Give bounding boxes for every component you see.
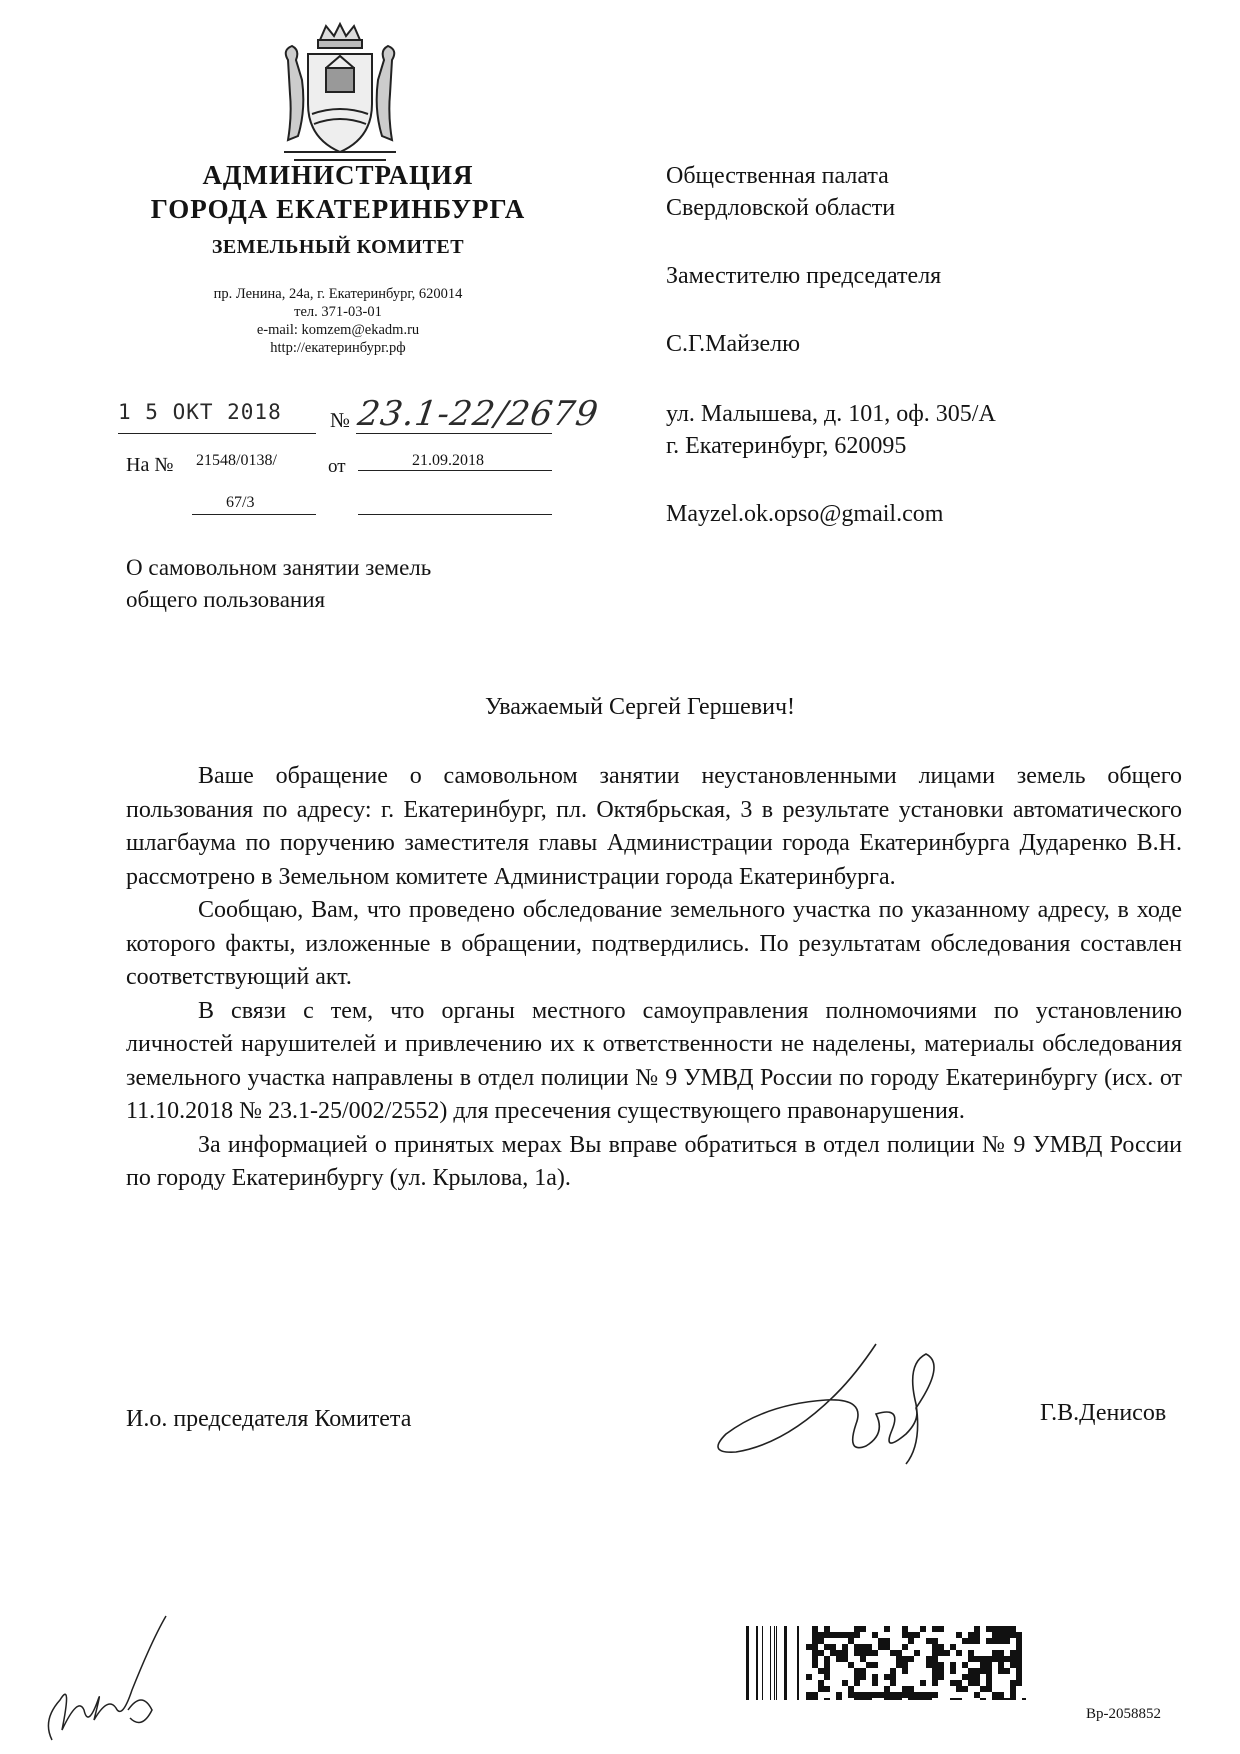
recipient-position: Заместителю председателя xyxy=(666,263,942,289)
body-paragraph: За информацией о принятых мерах Вы вправе обратиться в отдел полиции № 9 УМВД России по городу Екатеринбургу (ул. Крылова, 1а). xyxy=(126,1131,1182,1191)
subject-line: О самовольном занятии земель xyxy=(126,555,432,580)
handwritten-signature xyxy=(706,1334,976,1476)
recipient-email: Mayzel.ok.opso@gmail.com xyxy=(666,501,944,527)
barcode-label: Вр-2058852 xyxy=(1086,1706,1161,1722)
org-website: http://екатеринбург.рф xyxy=(270,340,406,356)
recipient-org-line2: Свердловской области xyxy=(666,195,896,221)
subject-line: общего пользования xyxy=(126,587,326,612)
reference-from-label: от xyxy=(328,456,346,477)
reference-date: 21.09.2018 xyxy=(412,452,484,469)
recipient-org-line1: Общественная палата xyxy=(666,163,889,189)
org-email: e-mail: komzem@ekadm.ru xyxy=(256,322,420,338)
recipient-address-line2: г. Екатеринбург, 620095 xyxy=(666,433,907,459)
handwritten-initials xyxy=(32,1600,182,1750)
signer-name: Г.В.Денисов xyxy=(1040,1400,1167,1426)
coat-of-arms-icon xyxy=(274,20,406,168)
org-phone: тел. 371-03-01 xyxy=(294,304,382,320)
reference-label: На № xyxy=(126,454,174,476)
signer-title: И.о. председателя Комитета xyxy=(126,1406,412,1432)
org-name-line2: ГОРОДА ЕКАТЕРИНБУРГА xyxy=(150,194,526,224)
letter-subject xyxy=(126,552,546,616)
org-address: пр. Ленина, 24а, г. Екатеринбург, 620014 xyxy=(213,286,463,302)
body-paragraph: В связи с тем, что органы местного самоуправления полномочиями по установлению личностей нарушителей и привлечению их к ответственности не наделены, материалы обследования земельного участка направлены в отдел полиции № 9 УМВД России по городу Екатеринбургу (исх. от 11.10.2018 № 23.1-25/002/2552) для пресечения существующего правонарушения. xyxy=(126,997,1182,1124)
letter-body xyxy=(126,760,1182,1196)
number-sign: № xyxy=(330,408,351,432)
org-name-line1: АДМИНИСТРАЦИЯ xyxy=(202,160,474,190)
reference-number-cont: 67/3 xyxy=(226,494,255,511)
recipient-address-line1: ул. Малышева, д. 101, оф. 305/А xyxy=(666,401,996,427)
date-underline xyxy=(118,433,316,434)
registration-number: 23.1-22/2679 xyxy=(355,394,602,434)
number-underline xyxy=(356,433,552,434)
document-barcode xyxy=(746,1626,1026,1700)
reference-date-underline xyxy=(358,470,552,471)
recipient-name: С.Г.Майзелю xyxy=(666,331,801,357)
department-name: ЗЕМЕЛЬНЫЙ КОМИТЕТ xyxy=(211,236,465,258)
blank-underline xyxy=(358,514,552,515)
greeting: Уважаемый Сергей Гершевич! xyxy=(484,694,796,720)
reference-number: 21548/0138/ xyxy=(196,452,277,469)
registration-date: 1 5 ОКТ 2018 xyxy=(118,400,282,424)
reference-number-underline xyxy=(192,514,316,515)
body-paragraph: Сообщаю, Вам, что проведено обследование земельного участка по указанному адресу, в ходе которого факты, изложенные в обращении, подтвердились. По результатам обследования составлен соответствующий акт. xyxy=(126,897,1182,990)
body-paragraph: Ваше обращение о самовольном занятии неустановленными лицами земель общего пользования по адресу: г. Екатеринбург, пл. Октябрьская, 3 в результате установки автоматического шлагбаума по поручению заместителя главы Администрации города Екатеринбурга Дударенко В.Н. рассмотрено в Земельном комитете Администрации города Екатеринбурга. xyxy=(126,763,1182,890)
